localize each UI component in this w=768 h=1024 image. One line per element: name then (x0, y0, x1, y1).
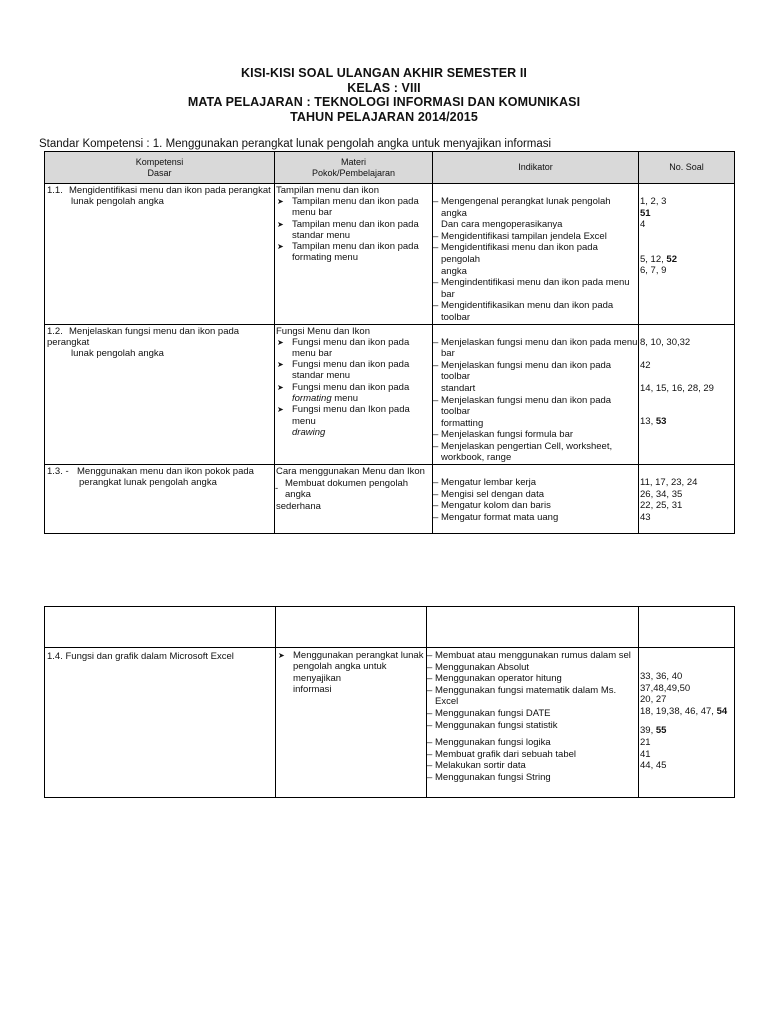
nosoal-cell: 8, 10, 30,32 42 14, 15, 16, 28, 29 13, 53 (639, 324, 735, 465)
doc-subject: MATA PELAJARAN : TEKNOLOGI INFORMASI DAN KOMUNIKASI (187, 95, 581, 109)
table-row (45, 465, 735, 534)
header-nosoal: No. Soal (639, 152, 735, 184)
materi-cell: Tampilan menu dan ikon ➤ Tampilan menu dan ikon pada menu bar ➤ Tampilan menu dan ikon pada standar menu ➤ Tampilan menu dan ikon pada formating menu (275, 184, 433, 325)
arrow-bullet-icon: ➤ (277, 337, 284, 347)
nosoal-cell: 1, 2, 3 51 4 5, 12, 52 6, 7, 9 (639, 184, 735, 325)
blank-header-row (45, 607, 735, 648)
nosoal-cell: 33, 36, 40 37,48,49,50 20, 27 18, 19,38, 46, 47, 54 39, 55 21 41 44, 45 (639, 648, 735, 798)
arrow-bullet-icon: ➤ (277, 197, 284, 206)
doc-class: KELAS : VIII (347, 80, 421, 95)
kisi-kisi-table (44, 151, 735, 534)
table-row (45, 324, 735, 465)
header-indikator: Indikator (433, 152, 639, 184)
kompetensi-cell: 1.1. Mengidentifikasi menu dan ikon pada perangkat lunak pengolah angka (45, 184, 275, 325)
indikator-cell: – Mengengenal perangkat lunak pengolah angka Dan cara mengoperasikanya – Mengidentifikasi tampilan jendela Excel – Mengidentifikasi menu dan ikon pada pengolah angka – Mengindentifikasi menu dan ikon pada menu bar – Mengidentifikasikan menu dan ikon pada toolbar (433, 184, 639, 325)
materi-cell: Cara menggunakan Menu dan Ikon - Membuat dokumen pengolah angka sederhana (275, 465, 433, 534)
standar-kompetensi: Standar Kompetensi : 1. Menggunakan perangkat lunak pengolah angka untuk menyajikan informasi (39, 138, 552, 150)
kompetensi-cell: 1.3. - Menggunakan menu dan ikon pokok pada perangkat lunak pengolah angka (45, 465, 275, 534)
kompetensi-cell: 1.2. Menjelaskan fungsi menu dan ikon pada perangkat lunak pengolah angka (45, 324, 275, 465)
arrow-bullet-icon: ➤ (277, 242, 284, 252)
table-row (45, 184, 735, 325)
indikator-cell: – Mengatur lembar kerja – Mengisi sel dengan data – Mengatur kolom dan baris – Mengatur format mata uang (433, 465, 639, 534)
table-row (45, 648, 735, 798)
doc-year: TAHUN PELAJARAN 2014/2015 (290, 109, 478, 124)
header-materi: Materi Pokok/Pembelajaran (275, 152, 433, 184)
materi-cell: ➤ Menggunakan perangkat lunak pengolah angka untuk menyajikan informasi (276, 648, 427, 798)
materi-cell: Fungsi Menu dan Ikon ➤ Fungsi menu dan ikon pada menu bar ➤ Fungsi menu dan ikon pada standar menu ➤ Fungsi menu dan ikon pada formating menu ➤ Fungsi menu dan Ikon pada menu drawing (275, 324, 433, 465)
kisi-kisi-table-continued (44, 606, 735, 798)
arrow-bullet-icon: ➤ (278, 651, 285, 660)
nosoal-cell: 11, 17, 23, 24 26, 34, 35 22, 25, 31 43 (639, 465, 735, 534)
arrow-bullet-icon: ➤ (277, 405, 284, 415)
document-title-block (0, 66, 768, 124)
arrow-bullet-icon: ➤ (277, 360, 284, 370)
header-kompetensi: Kompetensi Dasar (45, 152, 275, 184)
indikator-cell: – Menjelaskan fungsi menu dan ikon pada menu bar – Menjelaskan fungsi menu dan ikon pada toolbar standart – Menjelaskan fungsi menu dan ikon pada toolbar formatting – Menjelaskan fungsi formula bar – Menjelaskan pengertian Cell, worksheet, workbook, range (433, 324, 639, 465)
indikator-cell: – Membuat atau menggunakan rumus dalam sel – Menggunakan Absolut – Menggunakan operator hitung – Menggunakan fungsi matematik dalam Ms. Excel – Menggunakan fungsi DATE – Menggunakan fungsi statistik – Menggunakan fungsi logika – Membuat grafik dari sebuah tabel – Melakukan sortir data – Menggunakan fungsi String (427, 648, 639, 798)
kompetensi-cell: 1.4. Fungsi dan grafik dalam Microsoft Excel (45, 648, 276, 798)
arrow-bullet-icon: ➤ (277, 382, 284, 392)
arrow-bullet-icon: ➤ (277, 219, 284, 229)
doc-title: KISI-KISI SOAL ULANGAN AKHIR SEMESTER II (241, 66, 527, 80)
